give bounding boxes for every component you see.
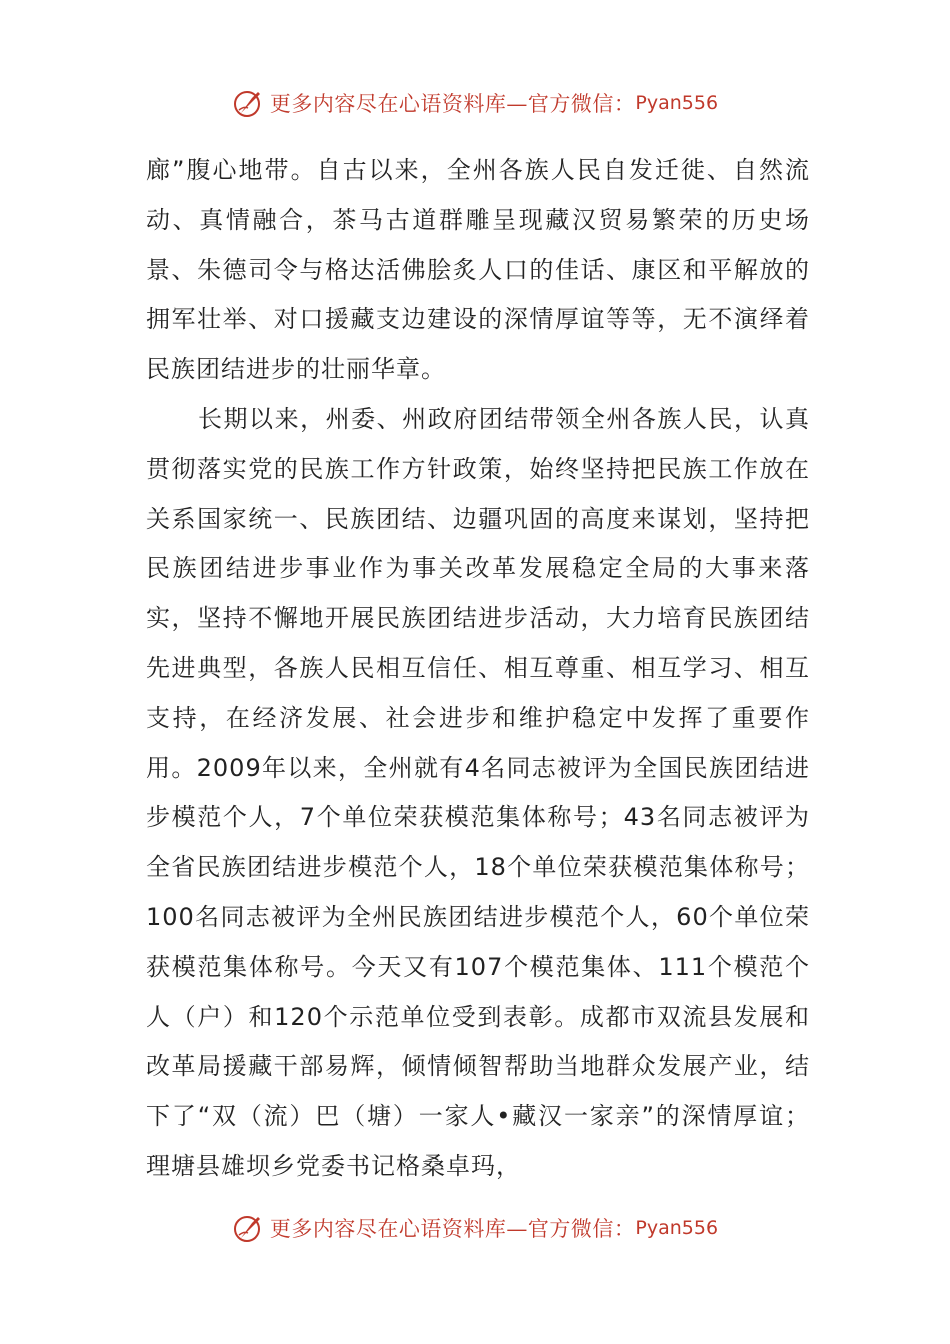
paragraph: 长期以来，州委、州政府团结带领全州各族人民，认真贯彻落实党的民族工作方针政策，始终坚持把民族工作放在关系国家统一、民族团结、边疆巩固的高度来谋划，坚持把民族团结进步事业作为事关改革发展稳定全局的大事来落实，坚持不懈地开展民族团结进步活动，大力培育民族团结先进典型，各族人民相互信任、相互尊重、相互学习、相互支持，在经济发展、社会进步和维护稳定中发挥了重要作用。2009年以来，全州就有4名同志被评为全国民族团结进步模范个人，7个单位荣获模范集体称号；43名同志被评为全省民族团结进步模范个人，18个单位荣获模范集体称号；100名同志被评为全州民族团结进步模范个人，60个单位荣获模范集体称号。今天又有107个模范集体、111个模范个人（户）和120个示范单位受到表彰。成都市双流县发展和改革局援藏干部易辉，倾情倾智帮助当地群众发展产业，结下了“双（流）巴（塘）一家人•藏汉一家亲”的深情厚谊；理塘县雄坝乡党委书记格桑卓玛， xyxy=(146,404,810,1180)
footer-wechat-id: Pyan556 xyxy=(635,1217,719,1239)
footer-banner-text: 更多内容尽在心语资料库—官方微信： xyxy=(269,1217,636,1241)
pen-nib-logo-icon xyxy=(232,86,266,120)
document-body xyxy=(146,146,810,1192)
footer-banner xyxy=(0,1208,950,1248)
pen-nib-logo-icon xyxy=(232,1211,266,1245)
paragraph: 廊”腹心地带。自古以来，全州各族人民自发迁徙、自然流动、真情融合，茶马古道群雕呈现藏汉贸易繁荣的历史场景、朱德司令与格达活佛脍炙人口的佳话、康区和平解放的拥军壮举、对口援藏支边建设的深情厚谊等等，无不演绎着民族团结进步的壮丽华章。 xyxy=(146,156,810,384)
header-wechat-id: Pyan556 xyxy=(635,92,719,114)
header-banner xyxy=(0,83,950,123)
header-banner-text: 更多内容尽在心语资料库—官方微信： xyxy=(269,92,636,116)
